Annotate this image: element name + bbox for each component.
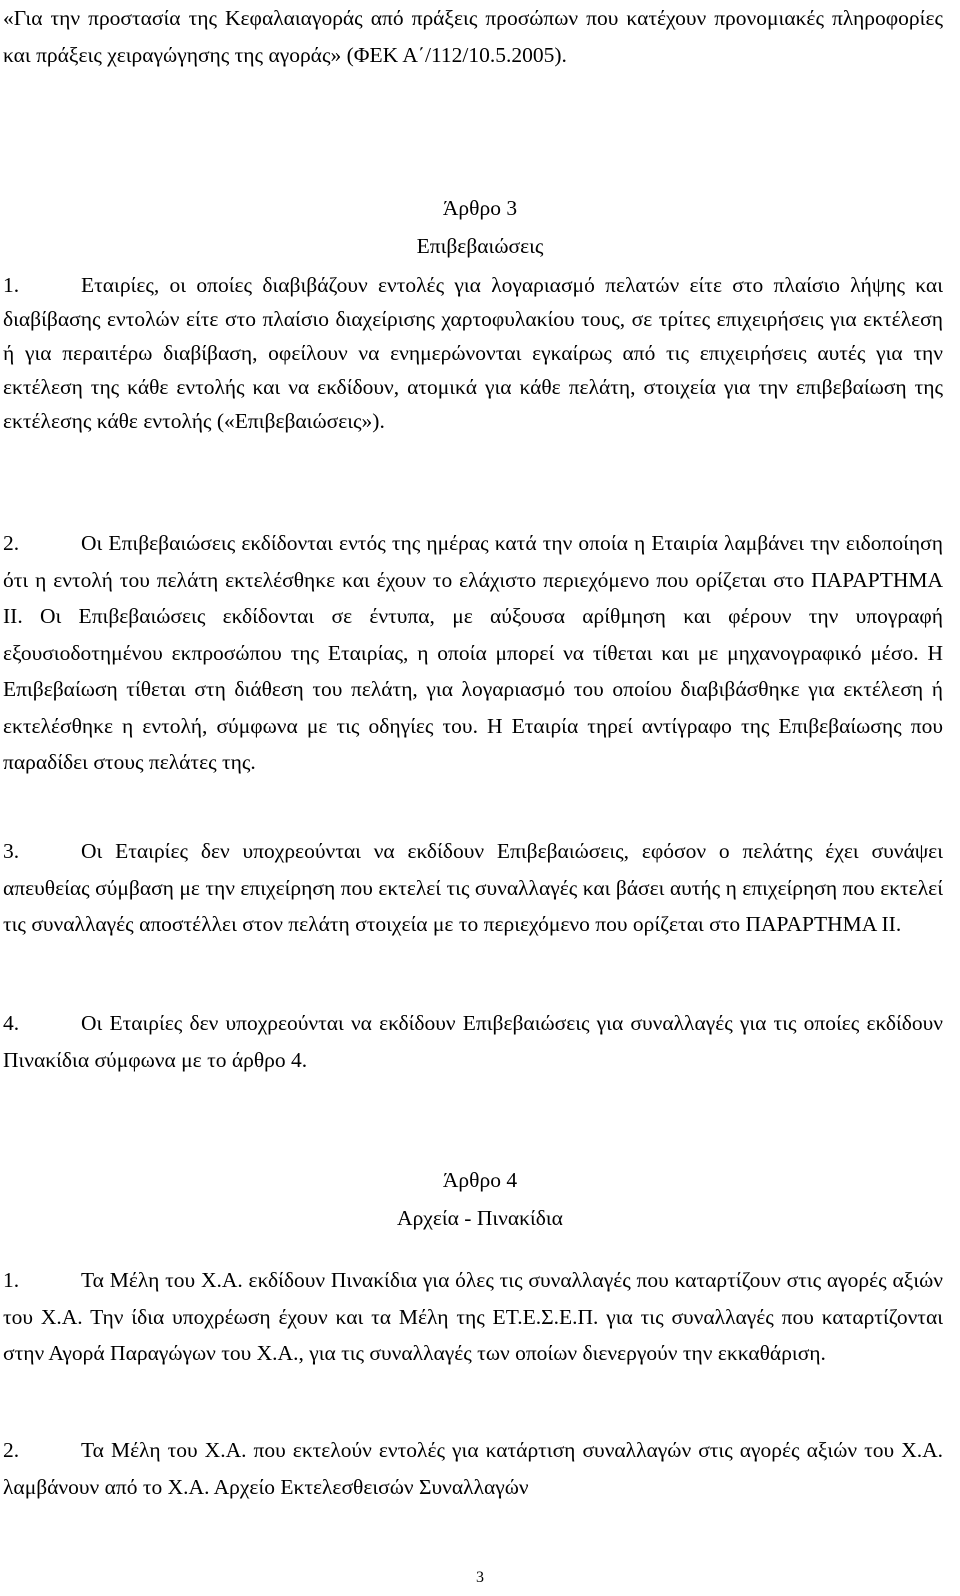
paragraph-text: Οι Εταιρίες δεν υποχρεούνται να εκδίδουν Επιβεβαιώσεις για συναλλαγές για τις οποίες εκδίδουν Πινακίδια σύμφωνα με το άρθρο 4.	[3, 1011, 943, 1072]
paragraph-number: 3.	[3, 839, 20, 863]
paragraph-text: Εταιρίες, οι οποίες διαβιβάζουν εντολές για λογαριασμό πελατών είτε στο πλαίσιο λήψης και διαβίβασης εντολών είτε στο πλαίσιο διαχείρισης χαρτοφυλακίου τους, σε τρίτες επιχειρήσεις για εκτέλεση ή για περαιτέρω διαβίβαση, οφείλουν να ενημερώνονται εγκαίρως από τις επιχειρήσεις αυτές για την εκτέλεση της κάθε εντολής και να εκδίδουν, ατομικά για κάθε πελάτη, στοιχεία για την επιβεβαίωση της εκτέλεσης κάθε εντολής («Επιβεβαιώσεις»).	[3, 273, 943, 433]
article-3-paragraph-3	[3, 833, 943, 943]
intro-paragraph: «Για την προστασία της Κεφαλαιαγοράς από πράξεις προσώπων που κατέχουν προνομιακές πληροφορίες και πράξεις χειραγώγησης της αγοράς» (ΦΕΚ Α΄/112/10.5.2005).	[3, 6, 943, 67]
article-4-paragraph-2	[3, 1432, 943, 1505]
article-4-paragraph-1	[3, 1262, 943, 1372]
article-3-subheading: Επιβεβαιώσεις	[416, 234, 544, 258]
paragraph-text: Οι Επιβεβαιώσεις εκδίδονται εντός της ημέρας κατά την οποία η Εταιρία λαμβάνει την ειδοποίηση ότι η εντολή του πελάτη εκτελέσθηκε και έχουν το ελάχιστο περιεχόμενο που ορίζεται στο ΠΑΡΑΡΤΗΜΑ ΙΙ. Οι Επιβεβαιώσεις εκδίδονται σε έντυπα, με αύξουσα αρίθμηση και φέρουν την υπογραφή εξουσιοδοτημένου εκπροσώπου της Εταιρίας, η οποία μπορεί να τίθεται και με μηχανογραφικό μέσο. Η Επιβεβαίωση τίθεται στη διάθεση του πελάτη, για λογαριασμό του οποίου διαβιβάσθηκε για εκτέλεση ή εκτελέσθηκε η εντολή, σύμφωνα με τις οδηγίες του. Η Εταιρία τηρεί αντίγραφο της Επιβεβαίωσης που παραδίδει στους πελάτες της.	[3, 531, 943, 774]
paragraph-text: Οι Εταιρίες δεν υποχρεούνται να εκδίδουν Επιβεβαιώσεις, εφόσον ο πελάτης έχει συνάψει απευθείας σύμβαση με την επιχείρηση που εκτελεί τις συναλλαγές και βάσει αυτής η επιχείρηση που εκτελεί τις συναλλαγές αποστέλλει στον πελάτη στοιχεία με το περιεχόμενο που ορίζεται στο ΠΑΡΑΡΤΗΜΑ ΙΙ.	[3, 839, 943, 936]
article-3-heading: Άρθρο 3	[442, 196, 518, 220]
page-number: 3	[476, 1569, 484, 1586]
article-3-paragraph-2	[3, 525, 943, 781]
paragraph-number: 1.	[3, 1268, 20, 1292]
article-4-heading: Άρθρο 4	[442, 1168, 518, 1192]
paragraph-number: 2.	[3, 531, 20, 555]
paragraph-text: Τα Μέλη του Χ.Α. που εκτελούν εντολές για κατάρτιση συναλλαγών στις αγορές αξιών του Χ.Α. λαμβάνουν από το Χ.Α. Αρχείο Εκτελεσθεισών Συναλλαγών	[3, 1438, 943, 1499]
article-3-paragraph-4	[3, 1005, 943, 1078]
paragraph-number: 1.	[3, 273, 20, 297]
article-3-paragraph-1	[3, 268, 943, 438]
article-4-subheading: Αρχεία - Πινακίδια	[397, 1206, 563, 1230]
paragraph-number: 4.	[3, 1011, 20, 1035]
paragraph-number: 2.	[3, 1438, 20, 1462]
paragraph-text: Τα Μέλη του Χ.Α. εκδίδουν Πινακίδια για όλες τις συναλλαγές που καταρτίζουν στις αγορές αξιών του Χ.Α. Την ίδια υποχρέωση έχουν και τα Μέλη της ΕΤ.Ε.Σ.Ε.Π. για τις συναλλαγές που καταρτίζονται στην Αγορά Παραγώγων του Χ.Α., για τις συναλλαγές των οποίων διενεργούν την εκκαθάριση.	[3, 1268, 943, 1365]
